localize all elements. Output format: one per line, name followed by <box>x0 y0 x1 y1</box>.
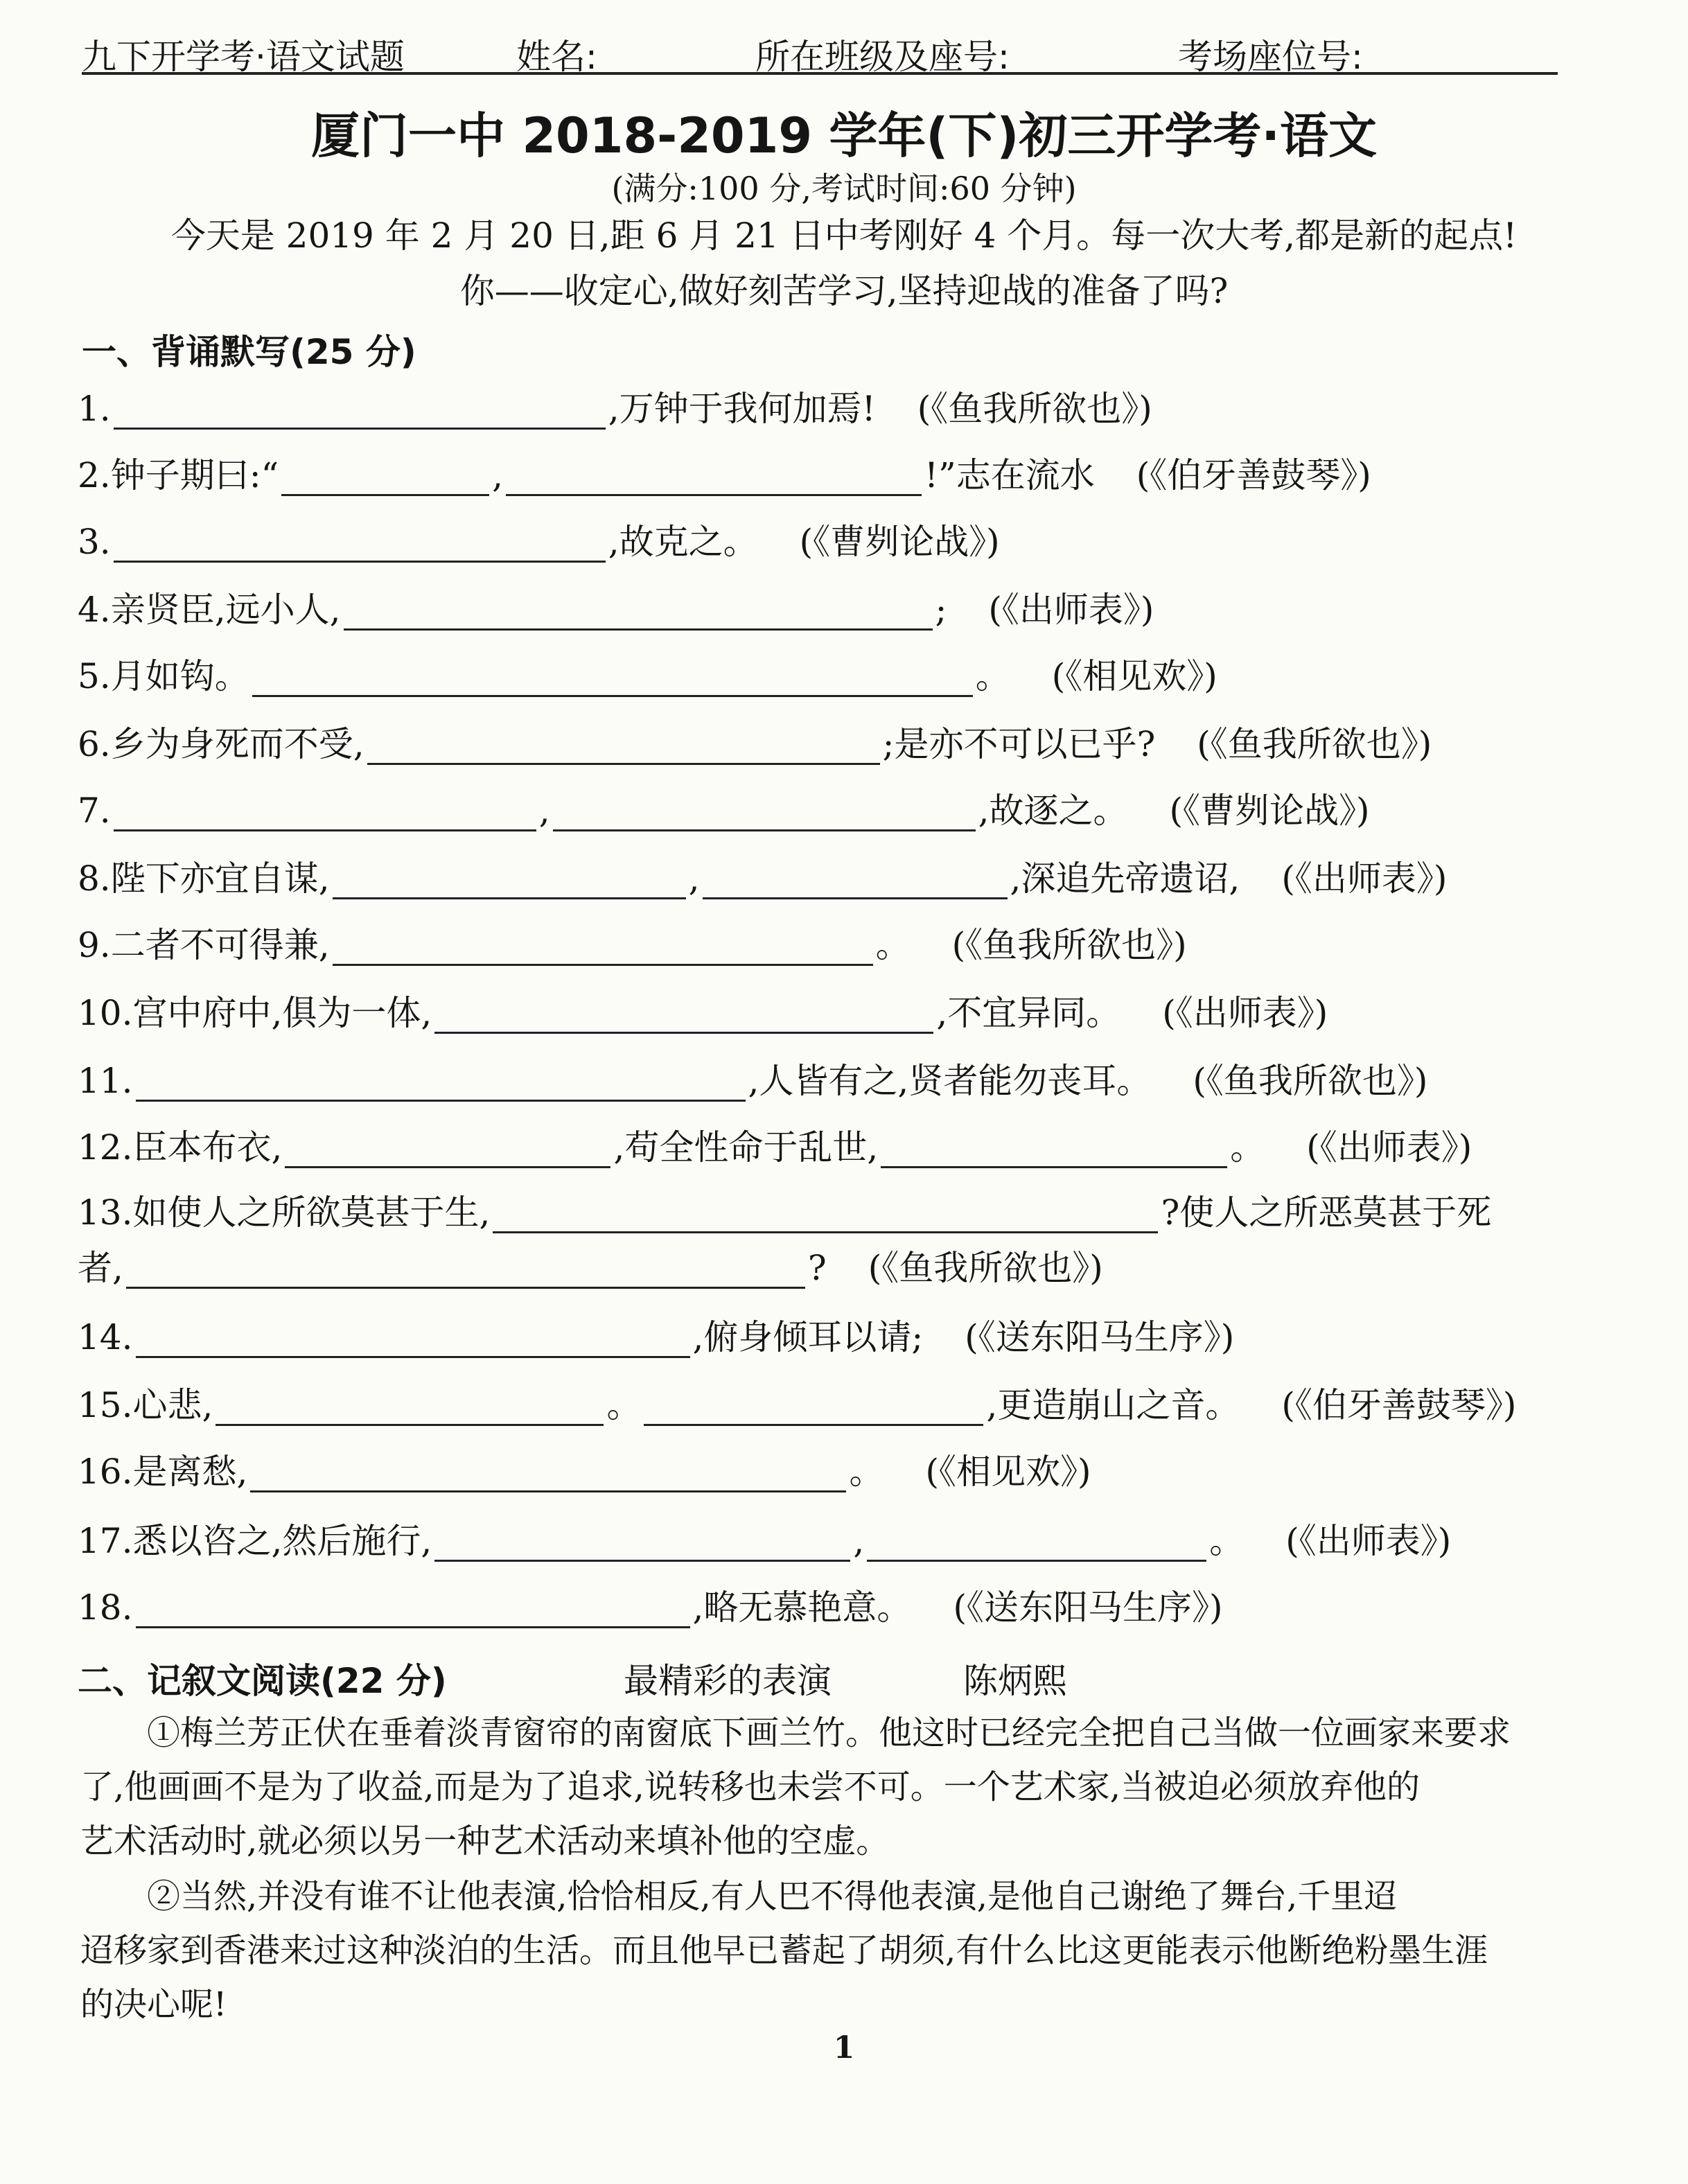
question-number: 2. <box>78 455 111 495</box>
question-text: 。 <box>606 1385 642 1425</box>
question-line <box>78 1520 1451 1562</box>
source-citation: (《出师表》) <box>1306 1127 1472 1168</box>
question-number: 3. <box>78 522 111 562</box>
question-text: !”志在流水 <box>924 455 1095 495</box>
answer-blank[interactable] <box>114 799 536 831</box>
paragraph-line: ②当然,并没有谁不让他表演,恰恰相反,有人巴不得他表演,是他自己谢绝了舞台,千里迢 <box>147 1877 1398 1916</box>
answer-blank[interactable] <box>281 464 489 496</box>
question-line <box>78 1384 1516 1426</box>
intro-line-2: 你——收定心,做好刻苦学习,坚持迎战的准备了吗? <box>459 271 1229 311</box>
question-text: 心悲, <box>132 1385 213 1425</box>
question-text: 乡为身死而不受, <box>110 724 364 764</box>
question-text: ,万钟于我何加焉! <box>608 389 876 429</box>
paragraph-2 <box>80 1869 1542 2032</box>
section1-heading: 一、背诵默写(25 分) <box>82 332 416 372</box>
question-text: , <box>492 455 504 495</box>
paragraph-line: 迢移家到香港来过这种淡泊的生活。而且他早已蓄起了胡须,有什么比这更能表示他断绝粉墨生涯 <box>80 1931 1488 1970</box>
question-text: 。 <box>875 925 911 965</box>
question-number: 15. <box>78 1385 133 1425</box>
answer-blank[interactable] <box>553 799 976 831</box>
question-text: 。 <box>849 1452 884 1492</box>
page-number: 1 <box>833 2030 855 2066</box>
source-citation: (《出师表》) <box>1285 1521 1452 1561</box>
question-line <box>78 1316 1234 1358</box>
article-author: 陈炳熙 <box>963 1661 1067 1701</box>
question-text: 如使人之所欲莫甚于生, <box>132 1192 491 1233</box>
question-number: 7. <box>78 791 111 831</box>
question-text: ,人皆有之,贤者能勿丧耳。 <box>748 1061 1152 1101</box>
question-line <box>78 388 1152 430</box>
answer-blank[interactable] <box>136 1069 746 1102</box>
source-citation: (《出师表》) <box>1162 993 1328 1033</box>
question-line <box>78 521 1000 563</box>
intro-line-1: 今天是 2019 年 2 月 20 日,距 6 月 21 日中考刚好 4 个月。每一次大考,都是新的起点! <box>170 215 1518 256</box>
question-text: 钟子期曰:“ <box>110 455 279 495</box>
answer-blank[interactable] <box>493 1201 1158 1233</box>
source-citation: (《鱼我所欲也》) <box>868 1248 1103 1288</box>
paragraph-line: 艺术活动时,就必须以另一种艺术活动来填补他的空虚。 <box>80 1822 890 1860</box>
source-citation: (《曹刿论战》) <box>799 522 1000 562</box>
question-text: , <box>688 858 700 899</box>
question-number: 1. <box>78 389 111 429</box>
answer-blank[interactable] <box>367 732 880 765</box>
answer-blank[interactable] <box>434 1001 933 1034</box>
source-citation: (《伯牙善鼓琴》) <box>1281 1385 1517 1425</box>
question-line <box>78 589 1154 631</box>
question-line <box>78 1587 1222 1628</box>
question-number: 11. <box>78 1061 133 1101</box>
answer-blank[interactable] <box>252 664 973 697</box>
question-text: , <box>853 1521 865 1561</box>
question-line <box>78 790 1370 831</box>
question-line <box>78 1060 1427 1102</box>
question-text: 是离愁, <box>132 1452 248 1492</box>
question-number: 10. <box>78 993 133 1033</box>
question-line <box>78 655 1217 697</box>
question-text: ,苟全性命于乱世, <box>613 1127 879 1168</box>
source-citation: (《送东阳马生序》) <box>953 1587 1223 1628</box>
answer-blank[interactable] <box>250 1460 846 1492</box>
answer-blank[interactable] <box>126 1256 805 1289</box>
paragraph-1 <box>80 1706 1542 1868</box>
question-text: 月如钩。 <box>110 656 249 696</box>
question-line <box>78 858 1447 899</box>
question-text: ,故逐之。 <box>978 791 1128 831</box>
answer-blank[interactable] <box>867 1529 1206 1562</box>
source-citation: (《送东阳马生序》) <box>965 1317 1235 1357</box>
question-text: ,更造崩山之音。 <box>986 1385 1240 1425</box>
source-citation: (《相见欢》) <box>1051 656 1217 696</box>
question-text: 。 <box>1230 1127 1265 1168</box>
question-text: 。 <box>975 656 1010 696</box>
section2-heading: 二、记叙文阅读(22 分) <box>78 1661 447 1701</box>
question-number: 9. <box>78 925 111 965</box>
answer-blank[interactable] <box>333 867 686 899</box>
question-text: ,不宜异同。 <box>936 993 1121 1033</box>
answer-blank[interactable] <box>114 397 606 430</box>
class-label: 所在班级及座号: <box>755 37 1010 77</box>
question-text: 亲贤臣,远小人, <box>110 590 341 630</box>
question-line <box>78 1192 1491 1233</box>
source-citation: (《鱼我所欲也》) <box>917 389 1152 429</box>
question-text: ,故克之。 <box>608 522 758 562</box>
answer-blank[interactable] <box>881 1136 1227 1168</box>
question-number: 6. <box>78 724 111 764</box>
question-number: 12. <box>78 1127 133 1168</box>
question-text: ,俯身倾耳以请; <box>692 1317 924 1357</box>
question-text: ,深追先帝遗诏, <box>1010 858 1240 899</box>
paragraph-line: 了,他画画不是为了收益,而是为了追求,说转移也未尝不可。一个艺术家,当被迫必须放弃他的 <box>80 1768 1421 1806</box>
answer-blank[interactable] <box>285 1136 610 1168</box>
question-number: 13. <box>78 1192 133 1233</box>
question-number: 4. <box>78 590 111 630</box>
answer-blank[interactable] <box>344 598 933 631</box>
answer-blank[interactable] <box>136 1326 690 1358</box>
answer-blank[interactable] <box>216 1393 604 1426</box>
question-line <box>78 992 1328 1034</box>
question-line <box>78 455 1371 496</box>
article-title: 最精彩的表演 <box>624 1661 832 1701</box>
question-text: 者, <box>78 1248 123 1288</box>
source-citation: (《鱼我所欲也》) <box>1193 1061 1428 1101</box>
question-number: 5. <box>78 656 111 696</box>
question-line <box>78 723 1432 765</box>
header-rule <box>82 72 1558 75</box>
question-text: ; <box>935 590 947 630</box>
question-text: ,略无慕艳意。 <box>692 1587 912 1628</box>
question-text: ?使人之所恶莫甚于死 <box>1161 1192 1492 1233</box>
question-text: 宫中府中,俱为一体, <box>132 993 432 1033</box>
question-line <box>78 924 1187 966</box>
question-text: 二者不可得兼, <box>110 925 330 965</box>
question-number: 14. <box>78 1317 133 1357</box>
answer-blank[interactable] <box>506 464 922 496</box>
source-citation: (《伯牙善鼓琴》) <box>1136 455 1371 495</box>
question-number: 16. <box>78 1452 133 1492</box>
paragraph-line: ①梅兰芳正伏在垂着淡青窗帘的南窗底下画兰竹。他这时已经完全把自己当做一位画家来要求 <box>147 1714 1511 1752</box>
question-line <box>78 1247 1103 1289</box>
page-title: 厦门一中 2018-2019 学年(下)初三开学考·语文 <box>310 107 1378 164</box>
answer-blank[interactable] <box>703 867 1008 899</box>
source-citation: (《出师表》) <box>988 590 1154 630</box>
question-number: 8. <box>78 858 111 899</box>
answer-blank[interactable] <box>136 1596 690 1628</box>
answer-blank[interactable] <box>434 1529 850 1562</box>
seat-label: 考场座位号: <box>1178 37 1363 77</box>
source-citation: (《鱼我所欲也》) <box>951 925 1187 965</box>
answer-blank[interactable] <box>644 1393 983 1426</box>
exam-label: 九下开学考·语文试题 <box>82 37 405 77</box>
question-text: , <box>538 791 550 831</box>
question-text: ;是亦不可以已乎? <box>882 724 1156 764</box>
exam-info: (满分:100 分,考试时间:60 分钟) <box>611 170 1077 207</box>
question-text: 悉以咨之,然后施行, <box>132 1521 432 1561</box>
question-line <box>78 1127 1472 1168</box>
question-number: 17. <box>78 1521 133 1561</box>
question-text: 陛下亦宜自谋, <box>110 858 330 899</box>
paragraph-line: 的决心呢! <box>80 1985 227 2024</box>
answer-blank[interactable] <box>333 933 873 966</box>
name-label: 姓名: <box>516 37 597 77</box>
question-number: 18. <box>78 1587 133 1628</box>
question-text: ? <box>807 1248 827 1288</box>
source-citation: (《曹刿论战》) <box>1169 791 1370 831</box>
source-citation: (《相见欢》) <box>925 1452 1091 1492</box>
answer-blank[interactable] <box>114 530 606 563</box>
source-citation: (《鱼我所欲也》) <box>1197 724 1432 764</box>
question-line <box>78 1451 1091 1492</box>
question-text: 。 <box>1209 1521 1245 1561</box>
source-citation: (《出师表》) <box>1281 858 1448 899</box>
question-text: 臣本布衣, <box>132 1127 283 1168</box>
